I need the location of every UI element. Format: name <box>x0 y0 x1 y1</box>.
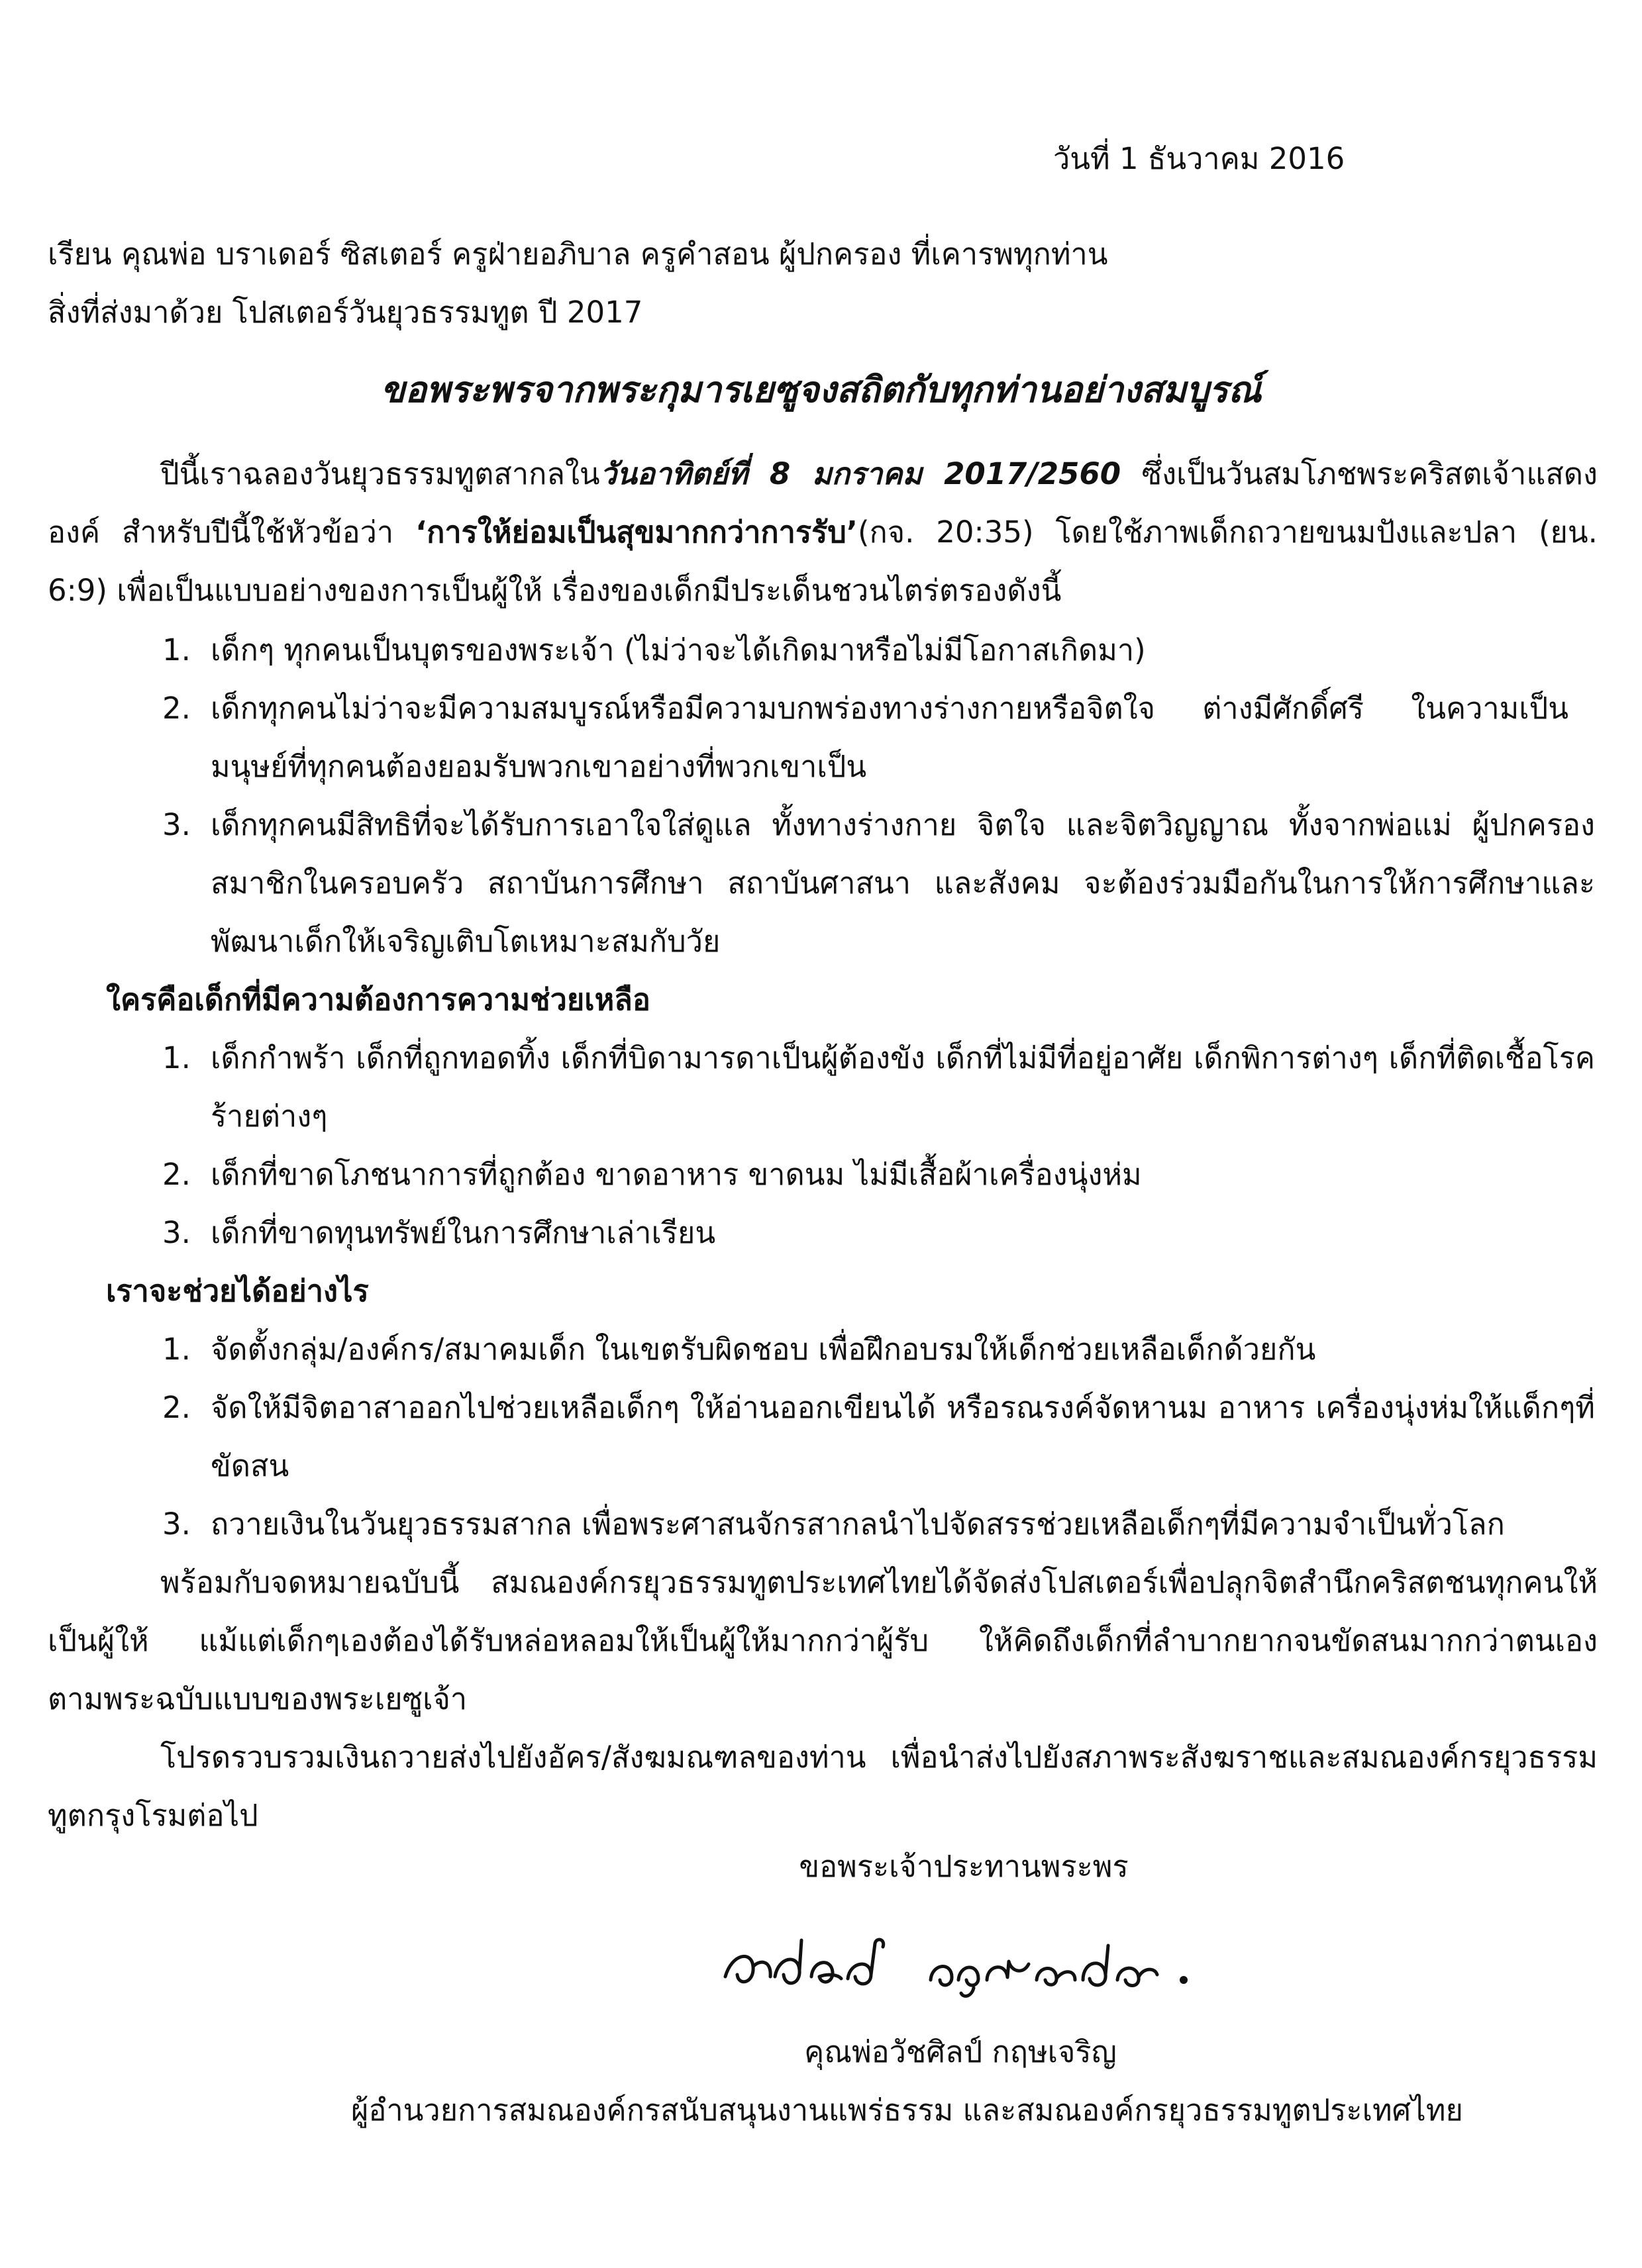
signer-title: ผู้อำนวยการสมณองค์กรสนับสนุนงานแพร่ธรรม และสมณองค์กรยุวธรรมทูตประเทศไทย <box>351 2093 1463 2128</box>
list3-number: 2. <box>162 1390 191 1425</box>
theme-quote: ‘การให้ย่อมเป็นสุขมากกว่าการรับ’ <box>415 515 858 550</box>
list3-number: 1. <box>162 1332 191 1367</box>
list1-item: เด็กทุกคนมีสิทธิที่จะได้รับการเอาใจใส่ดูแล ทั้งทางร่างกาย จิตใจ และจิตวิญญาณ ทั้งจากพ่อแม่ ผู้ปกครอง สมาชิกในครอบครัว สถาบันการศึกษา สถาบันศาสนา และสังคม จะต้องร่วมมือกันในการให้การศึกษาและพัฒนาเด็กให้เจริญเติบโตเหมาะสมกับวัย <box>211 807 1595 959</box>
list2-item: เด็กที่ขาดทุนทรัพย์ในการศึกษาเล่าเรียน <box>211 1215 716 1250</box>
list1-number: 1. <box>162 632 191 667</box>
letter-title: ขอพระพรจากพระกุมารเยซูจงสถิตกับทุกท่านอย่างสมบูรณ์ <box>380 369 1262 411</box>
list2-number: 1. <box>162 1040 191 1075</box>
handwritten-signature <box>712 1914 1215 2013</box>
intro-paragraph <box>48 445 1598 620</box>
signer-name: คุณพ่อวัชศิลป์ กฤษเจริญ <box>804 2034 1117 2069</box>
list1-item: เด็กๆ ทุกคนเป็นบุตรของพระเจ้า (ไม่ว่าจะได้เกิดมาหรือไม่มีโอกาสเกิดมา) <box>211 632 1146 667</box>
event-date: วันอาทิตย์ที่ 8 มกราคม 2017/2560 <box>599 456 1121 491</box>
list1-number: 3. <box>162 807 191 842</box>
list3-item: ถวายเงินในวันยุวธรรมสากล เพื่อพระศาสนจักรสากลนำไปจัดสรรช่วยเหลือเด็กๆที่มีความจำเป็นทั่วโลก <box>211 1506 1505 1542</box>
closing-blessing: ขอพระเจ้าประทานพระพร <box>799 1849 1129 1884</box>
heading-who-needs-help: ใครคือเด็กที่มีความต้องการความช่วยเหลือ <box>106 982 650 1017</box>
salutation: เรียน คุณพ่อ บราเดอร์ ซิสเตอร์ ครูฝ่ายอภิบาล ครูคำสอน ผู้ปกครอง ที่เคารพทุกท่าน <box>48 236 1108 271</box>
list3-item: จัดให้มีจิตอาสาออกไปช่วยเหลือเด็กๆ ให้อ่านออกเขียนได้ หรือรณรงค์จัดหานม อาหาร เครื่องนุ่งห่มให้แด็กๆที่ขัดสน <box>211 1390 1595 1483</box>
poster-paragraph: พร้อมกับจดหมายฉบับนี้ สมณองค์กรยุวธรรมทูตประเทศไทยได้จัดส่งโปสเตอร์เพื่อปลุกจิตสำนึกคริสตชนทุกคนให้เป็นผู้ให้ แม้แต่เด็กๆเองต้องได้รับหล่อหลอมให้เป็นผู้ให้มากกว่าผู้รับ ให้คิดถึงเด็กที่ลำบากยากจนขัดสนมากกว่าตนเอง ตามพระฉบับแบบของพระเยซูเจ้า <box>48 1565 1598 1716</box>
list1-number: 2. <box>162 691 191 726</box>
list2-item: เด็กที่ขาดโภชนาการที่ถูกต้อง ขาดอาหาร ขาดนม ไม่มีเสื้อผ้าเครื่องนุ่งห่ม <box>211 1157 1142 1192</box>
list2-number: 3. <box>162 1215 191 1250</box>
list2-item: เด็กกำพร้า เด็กที่ถูกทอดทิ้ง เด็กที่บิดามารดาเป็นผู้ต้องขัง เด็กที่ไม่มีที่อยู่อาศัย เด็กพิการต่างๆ เด็กที่ติดเชื้อโรคร้ายต่างๆ <box>211 1040 1595 1134</box>
intro-part1: ปีนี้เราฉลองวันยุวธรรมทูตสากลใน <box>160 456 600 491</box>
collection-paragraph: โปรดรวบรวมเงินถวายส่งไปยังอัคร/สังฆมณฑลของท่าน เพื่อนำส่งไปยังสภาพระสังฆราชและสมณองค์กรยุวธรรมทูตกรุงโรมต่อไป <box>48 1740 1598 1833</box>
intro-part2: ซึ่งเป็นวันสมโภชพระคริสตเจ้าแสดงองค์ สำหรับปีนี้ใช้หัวข้อว่า <box>48 456 1598 550</box>
letter-date: วันที่ 1 ธันวาคม 2016 <box>1053 141 1345 176</box>
list3-item: จัดตั้งกลุ่ม/องค์กร/สมาคมเด็ก ในเขตรับผิดชอบ เพื่อฝึกอบรมให้เด็กช่วยเหลือเด็กด้วยกัน <box>211 1332 1316 1367</box>
heading-how-to-help: เราจะช่วยได้อย่างไร <box>106 1273 369 1308</box>
list1-item: เด็กทุกคนไม่ว่าจะมีความสมบูรณ์หรือมีความบกพร่องทางร่างกายหรือจิตใจ ต่างมีศักดิ์ศรี ในความเป็นมนุษย์ที่ทุกคนต้องยอมรับพวกเขาอย่างที่พวกเขาเป็น <box>211 691 1568 784</box>
enclosure: สิ่งที่ส่งมาด้วย โปสเตอร์วันยุวธรรมทูต ปี 2017 <box>48 295 643 330</box>
list3-number: 3. <box>162 1506 191 1542</box>
list2-number: 2. <box>162 1157 191 1192</box>
intro-part3: (กจ. 20:35) โดยใช้ภาพเด็กถวายขนมปังและปลา (ยน. 6:9) เพื่อเป็นแบบอย่างของการเป็นผู้ให้ เรื่องของเด็กมีประเด็นชวนไตร่ตรองดังนี้ <box>48 515 1598 608</box>
